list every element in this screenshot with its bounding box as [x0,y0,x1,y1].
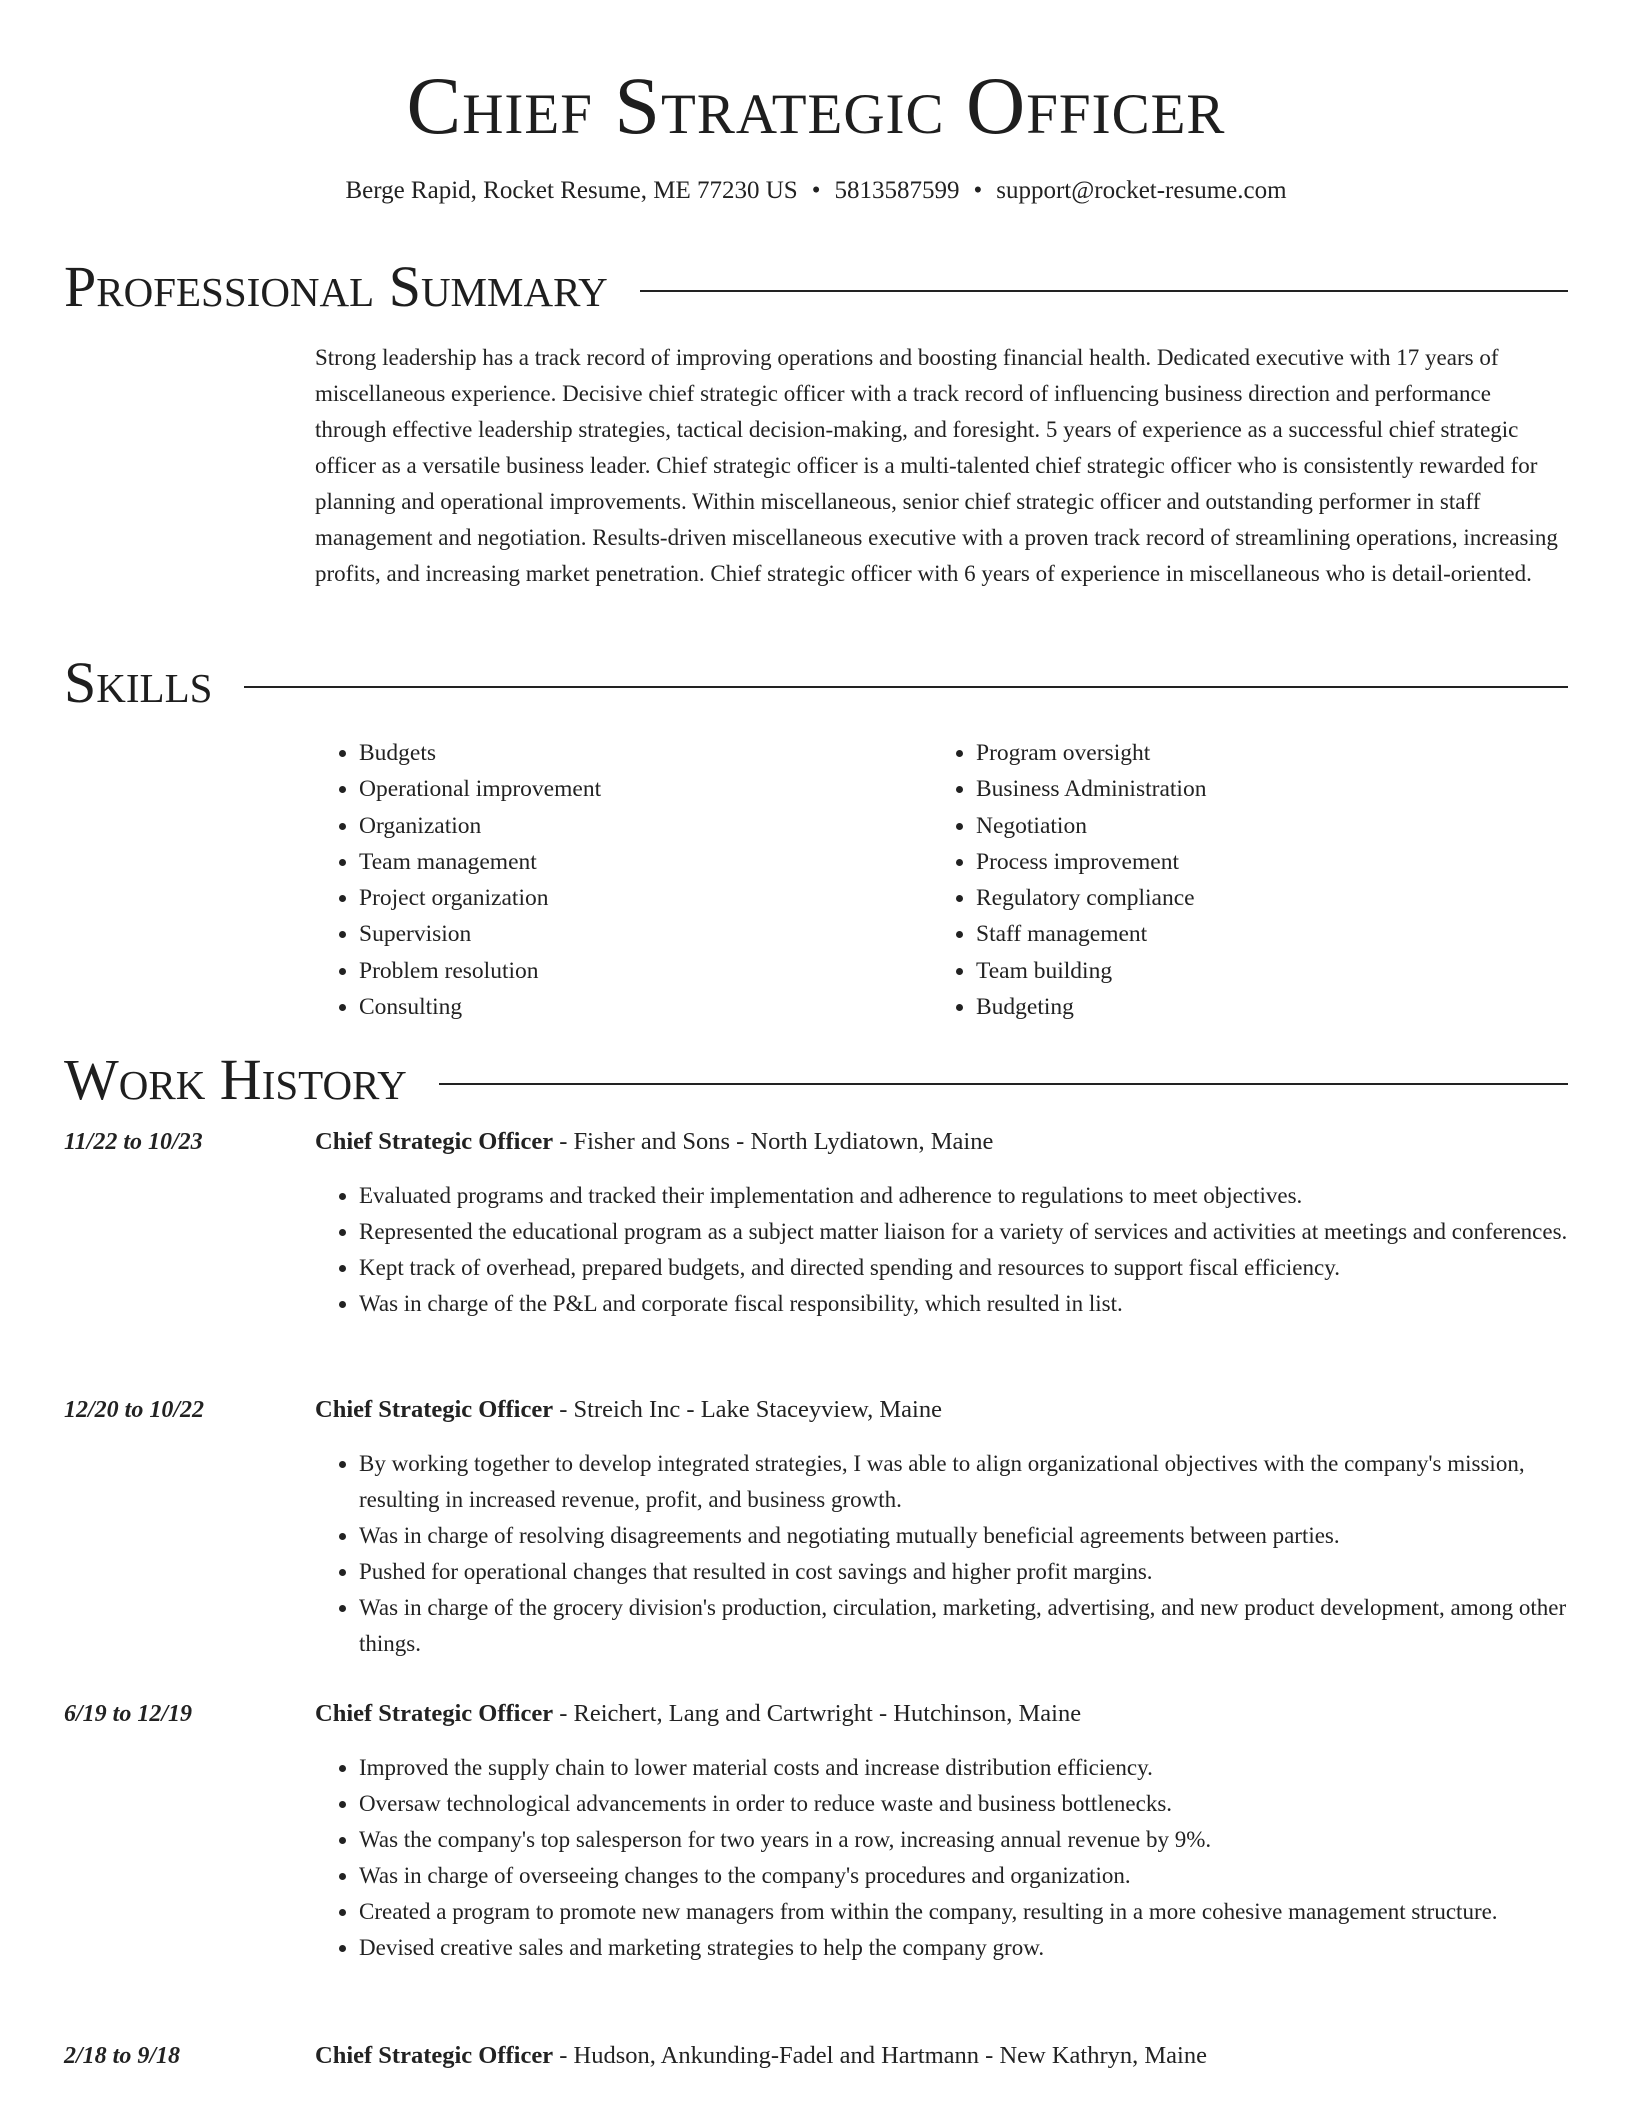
skills-grid [315,735,1568,1025]
job-employer: - Hudson, Ankunding-Fadel and Hartmann - New Kathryn, Maine [553,2042,1207,2069]
summary-text: Strong leadership has a track record of improving operations and boosting financial health. Dedicated executive with 17 years of miscellaneous experience. Decisive chief strategic officer with a track record of influencing business direction and performance through effective leadership strategies, tactical decision-making, and foresight. 5 years of experience as a successful chief strategic officer as a versatile business leader. Chief strategic officer is a multi-talented chief strategic officer who is consistently rewarded for planning and operational improvements. Within miscellaneous, senior chief strategic officer and outstanding performer in staff management and negotiation. Results-driven miscellaneous executive with a proven track record of streamlining operations, increasing profits, and increasing market penetration. Chief strategic officer with 6 years of experience in miscellaneous who is detail-oriented. [315,345,1558,586]
skills-list-right [932,735,1549,1025]
skills-list-left [315,735,932,1025]
skill-item: • Problem resolution [359,953,932,989]
job-bullet: • Devised creative sales and marketing strategies to help the company grow. [359,1930,1568,1966]
job-role: Chief Strategic Officer [315,1396,554,1423]
skill-item: • Team management [359,844,932,880]
contact-separator: • [811,177,821,204]
job-bullet: • Was in charge of resolving disagreements and negotiating mutually beneficial agreements between parties. [359,1518,1568,1554]
job-date: 6/19 to 12/19 [64,1701,193,1727]
skill-item: • Budgets [359,735,932,771]
job-bullet: • Pushed for operational changes that resulted in cost savings and higher profit margins. [359,1554,1568,1590]
job-headline [315,1696,1568,1732]
job-bullets [315,1446,1568,1662]
summary-heading: Professional Summary [64,254,608,319]
skill-item: • Consulting [359,989,932,1025]
job-bullet: • By working together to develop integrated strategies, I was able to align organizational objectives with the company's mission, resulting in increased revenue, profit, and business growth. [359,1446,1568,1518]
job-date: 12/20 to 10/22 [64,1397,205,1423]
section-divider [640,290,1568,292]
contact-email: support@rocket-resume.com [996,177,1287,204]
job-entry [64,2038,1568,2074]
skill-item: • Supervision [359,916,932,952]
job-employer: - Reichert, Lang and Cartwright - Hutchinson, Maine [553,1700,1082,1727]
job-bullet: • Kept track of overhead, prepared budgets, and directed spending and resources to support fiscal efficiency. [359,1250,1568,1286]
job-bullet: • Oversaw technological advancements in order to reduce waste and business bottlenecks. [359,1786,1568,1822]
job-role: Chief Strategic Officer [315,2042,554,2069]
section-divider [439,1083,1568,1085]
job-bullet: • Was in charge of the grocery division's production, circulation, marketing, advertising, and new product development, among other things. [359,1590,1568,1662]
job-bullet: • Was in charge of the P&L and corporate fiscal responsibility, which resulted in list. [359,1286,1568,1322]
skill-item: • Team building [976,953,1549,989]
job-bullet: • Was the company's top salesperson for two years in a row, increasing annual revenue by 9%. [359,1822,1568,1858]
section-divider [244,686,1568,688]
skill-item: • Operational improvement [359,771,932,807]
job-bullet: • Evaluated programs and tracked their implementation and adherence to regulations to meet objectives. [359,1178,1568,1214]
skill-item: • Business Administration [976,771,1549,807]
job-bullets [315,1178,1568,1322]
job-bullet: • Created a program to promote new managers from within the company, resulting in a more cohesive management structure. [359,1894,1568,1930]
skill-item: • Budgeting [976,989,1549,1025]
work-heading: Work History [64,1047,407,1112]
summary-section-header [64,254,1568,320]
job-bullets [315,1750,1568,1966]
job-bullet: • Improved the supply chain to lower material costs and increase distribution efficiency. [359,1750,1568,1786]
job-headline [315,1392,1568,1428]
skill-item: • Process improvement [976,844,1549,880]
skill-item: • Program oversight [976,735,1549,771]
skill-item: • Organization [359,808,932,844]
job-date: 11/22 to 10/23 [64,1129,203,1155]
skills-section-header [64,650,1568,716]
contact-separator: • [973,177,983,204]
skill-item: • Staff management [976,916,1549,952]
job-employer: - Fisher and Sons - North Lydiatown, Maine [553,1128,994,1155]
job-bullet: • Represented the educational program as a subject matter liaison for a variety of services and activities at meetings and conferences. [359,1214,1568,1250]
page-title: Chief Strategic Officer [406,60,1226,151]
job-headline [315,1124,1568,1160]
work-section-header [64,1047,1568,1113]
job-headline [315,2038,1568,2074]
job-entry [64,1124,1568,1322]
skill-item: • Negotiation [976,808,1549,844]
contact-line [0,176,1632,206]
skill-item: • Regulatory compliance [976,880,1549,916]
job-role: Chief Strategic Officer [315,1128,554,1155]
skill-item: • Project organization [359,880,932,916]
job-entry [64,1392,1568,1662]
job-entry [64,1696,1568,1966]
job-date: 2/18 to 9/18 [64,2043,181,2069]
contact-address: Berge Rapid, Rocket Resume, ME 77230 US [345,177,798,204]
job-employer: - Streich Inc - Lake Staceyview, Maine [553,1396,942,1423]
job-bullet: • Was in charge of overseeing changes to the company's procedures and organization. [359,1858,1568,1894]
job-role: Chief Strategic Officer [315,1700,554,1727]
contact-phone: 5813587599 [834,177,960,204]
skills-heading: Skills [64,650,213,715]
